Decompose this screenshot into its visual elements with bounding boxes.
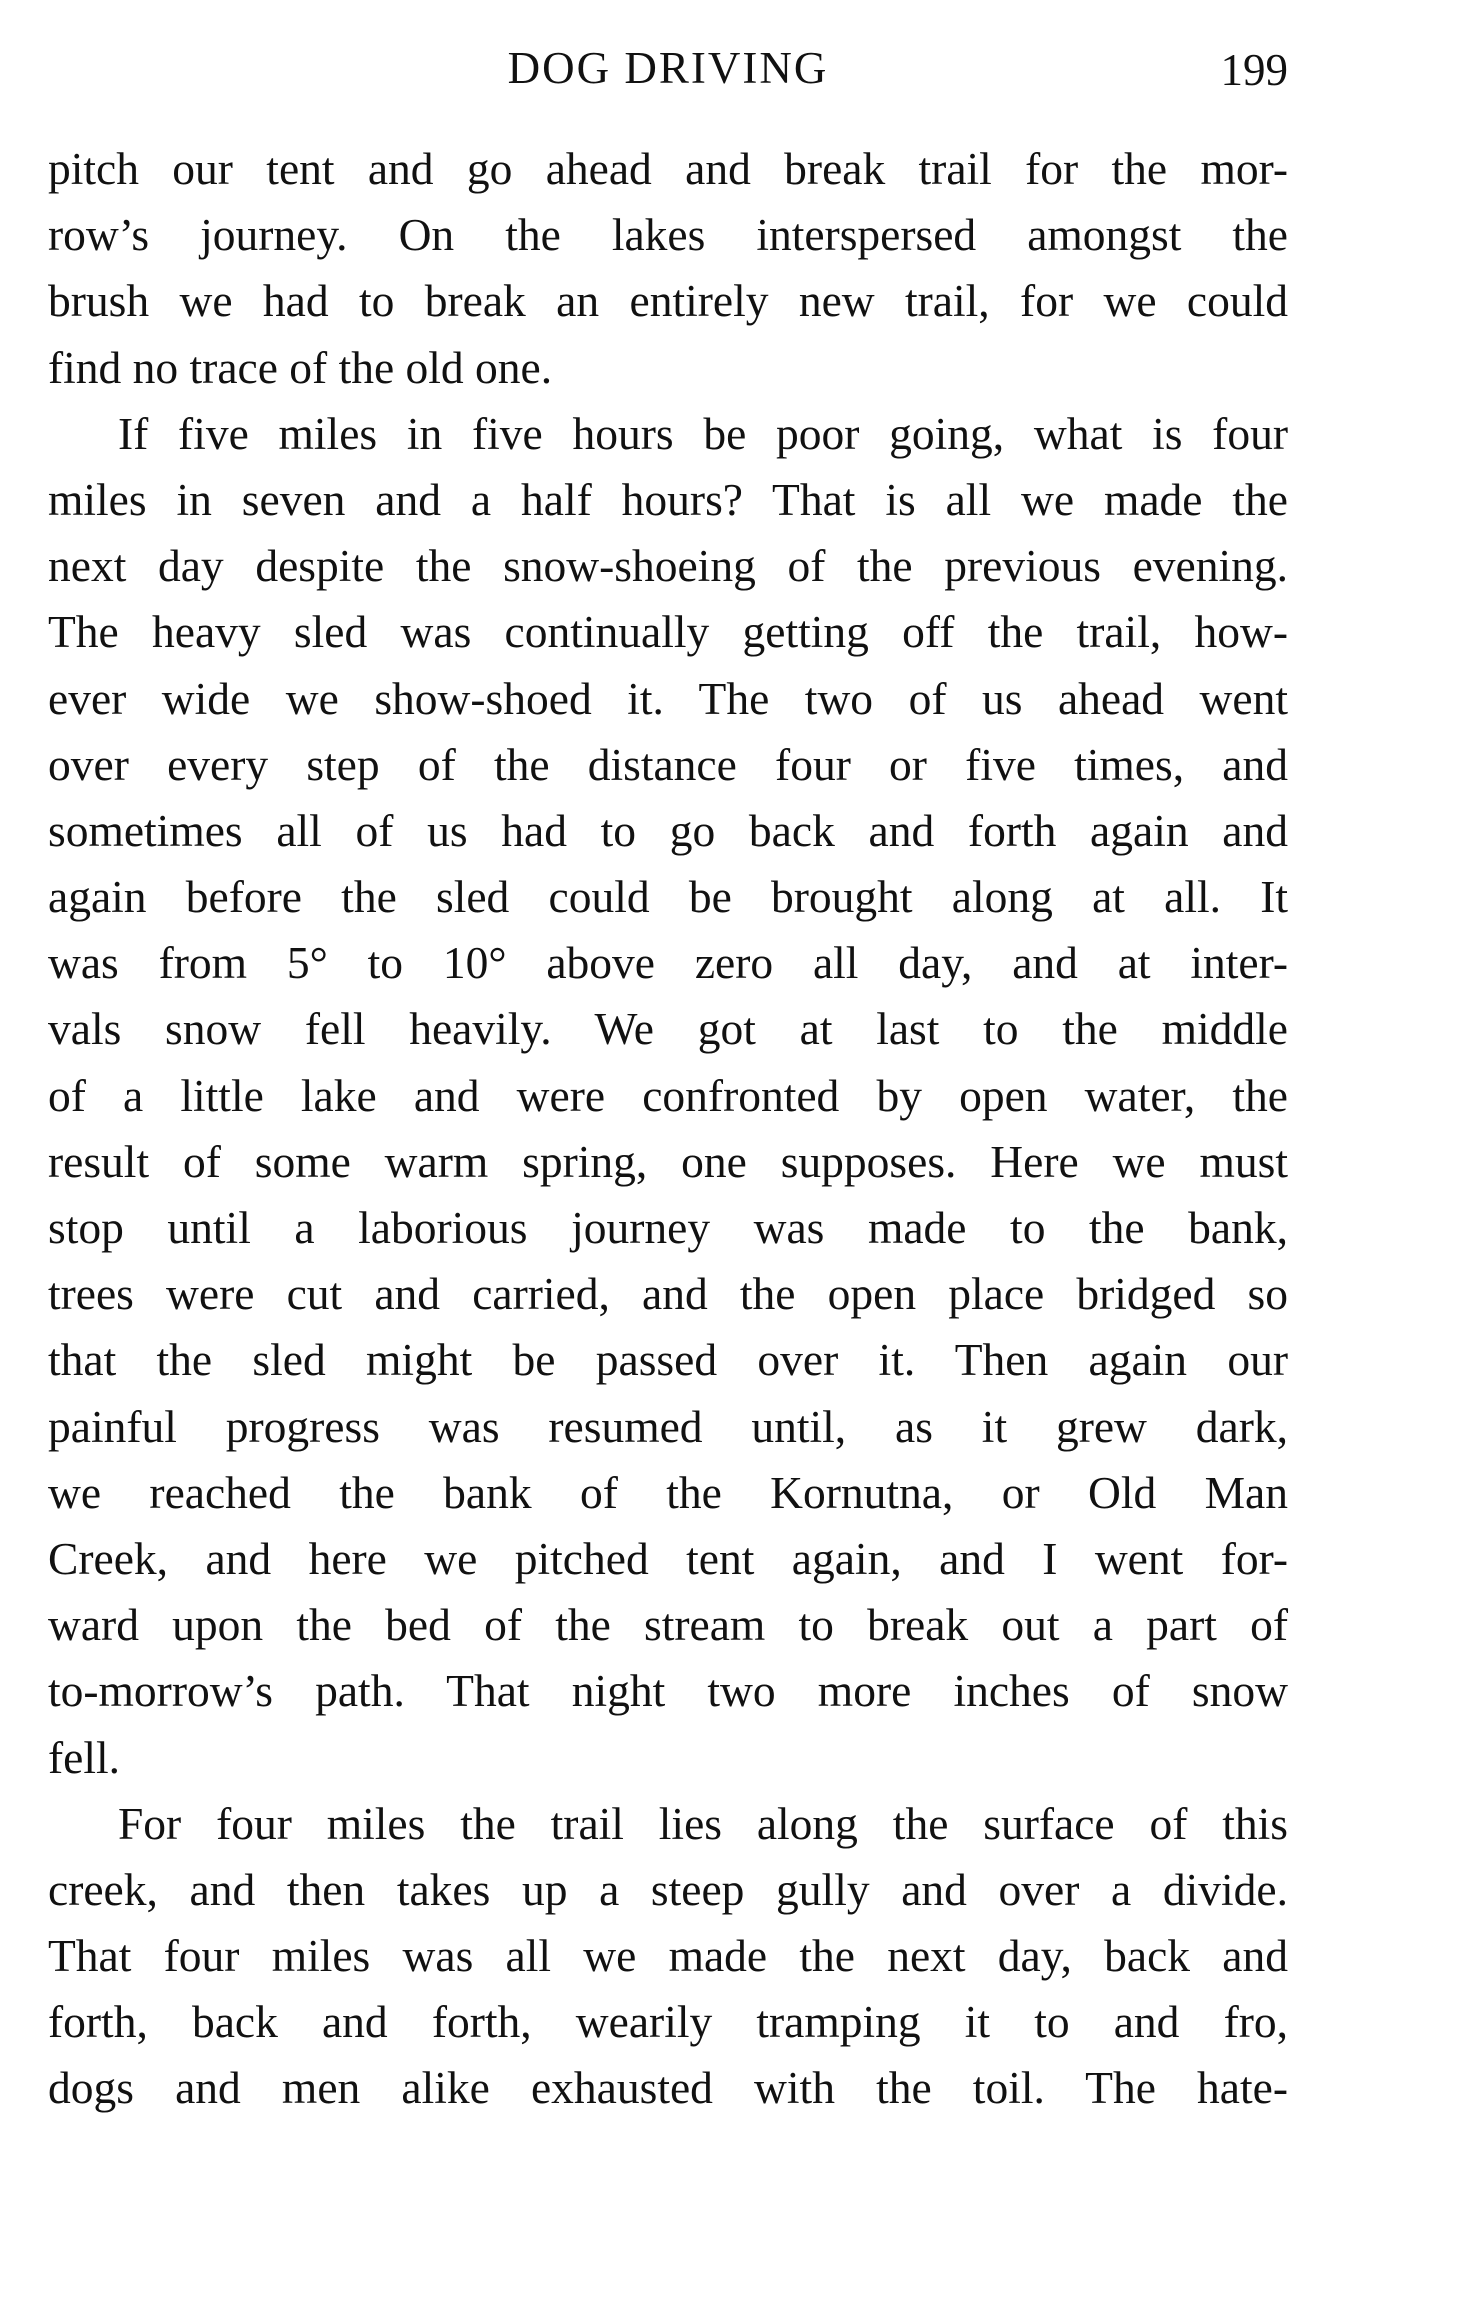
text-line: to-morrow’s path. That night two more inches of snow (48, 1665, 1288, 1717)
text-line: sometimes all of us had to go back and forth again and (48, 804, 1288, 856)
paragraph-2 (48, 401, 1288, 1791)
text-line: again before the sled could be brought along at all. It (48, 871, 1288, 923)
text-line: over every step of the distance four or five times, and (48, 738, 1288, 790)
text-line: brush we had to break an entirely new trail, for we could (48, 275, 1288, 327)
chapter-title: DOG DRIVING (507, 43, 829, 93)
running-head (48, 38, 1288, 98)
text-line: trees were cut and carried, and the open place bridged so (48, 1268, 1288, 1320)
text-line: pitch our tent and go ahead and break trail for the mor- (48, 143, 1288, 194)
paragraph-3 (48, 1791, 1288, 2122)
text-line: ever wide we show-shoed it. The two of us ahead went (48, 672, 1288, 724)
text-line: fell. (48, 1731, 121, 1783)
text-line: For four miles the trail lies along the surface of this (118, 1797, 1288, 1849)
text-line: creek, and then takes up a steep gully and over a divide. (48, 1863, 1288, 1915)
text-line: The heavy sled was continually getting off the trail, how- (48, 606, 1288, 658)
text-line: vals snow fell heavily. We got at last to the middle (48, 1003, 1288, 1055)
text-line: row’s journey. On the lakes interspersed amongst the (48, 209, 1288, 261)
text-line: of a little lake and were confronted by open water, the (48, 1069, 1288, 1121)
text-line: next day despite the snow-shoeing of the previous evening. (48, 540, 1288, 592)
paragraph-1 (48, 136, 1288, 401)
text-line: painful progress was resumed until, as it grew dark, (48, 1400, 1288, 1452)
text-line: find no trace of the old one. (48, 341, 553, 393)
page-number: 199 (1220, 45, 1288, 95)
text-line: miles in seven and a half hours? That is all we made the (48, 473, 1288, 525)
text-line: was from 5° to 10° above zero all day, and at inter- (48, 937, 1288, 989)
text-line: stop until a laborious journey was made to the bank, (48, 1202, 1288, 1253)
text-line: dogs and men alike exhausted with the toil. The hate- (48, 2062, 1288, 2114)
text-line: result of some warm spring, one supposes. Here we must (48, 1135, 1288, 1187)
text-line: If five miles in five hours be poor going, what is four (118, 407, 1288, 459)
text-line: forth, back and forth, wearily tramping it to and fro, (48, 1996, 1288, 2048)
text-line: Creek, and here we pitched tent again, and I went for- (48, 1532, 1288, 1584)
text-line: ward upon the bed of the stream to break out a part of (48, 1599, 1288, 1651)
body-text (48, 136, 1288, 2122)
text-line: That four miles was all we made the next day, back and (48, 1930, 1288, 1982)
text-line: we reached the bank of the Kornutna, or Old Man (48, 1466, 1288, 1518)
text-line: that the sled might be passed over it. Then again our (48, 1334, 1288, 1386)
